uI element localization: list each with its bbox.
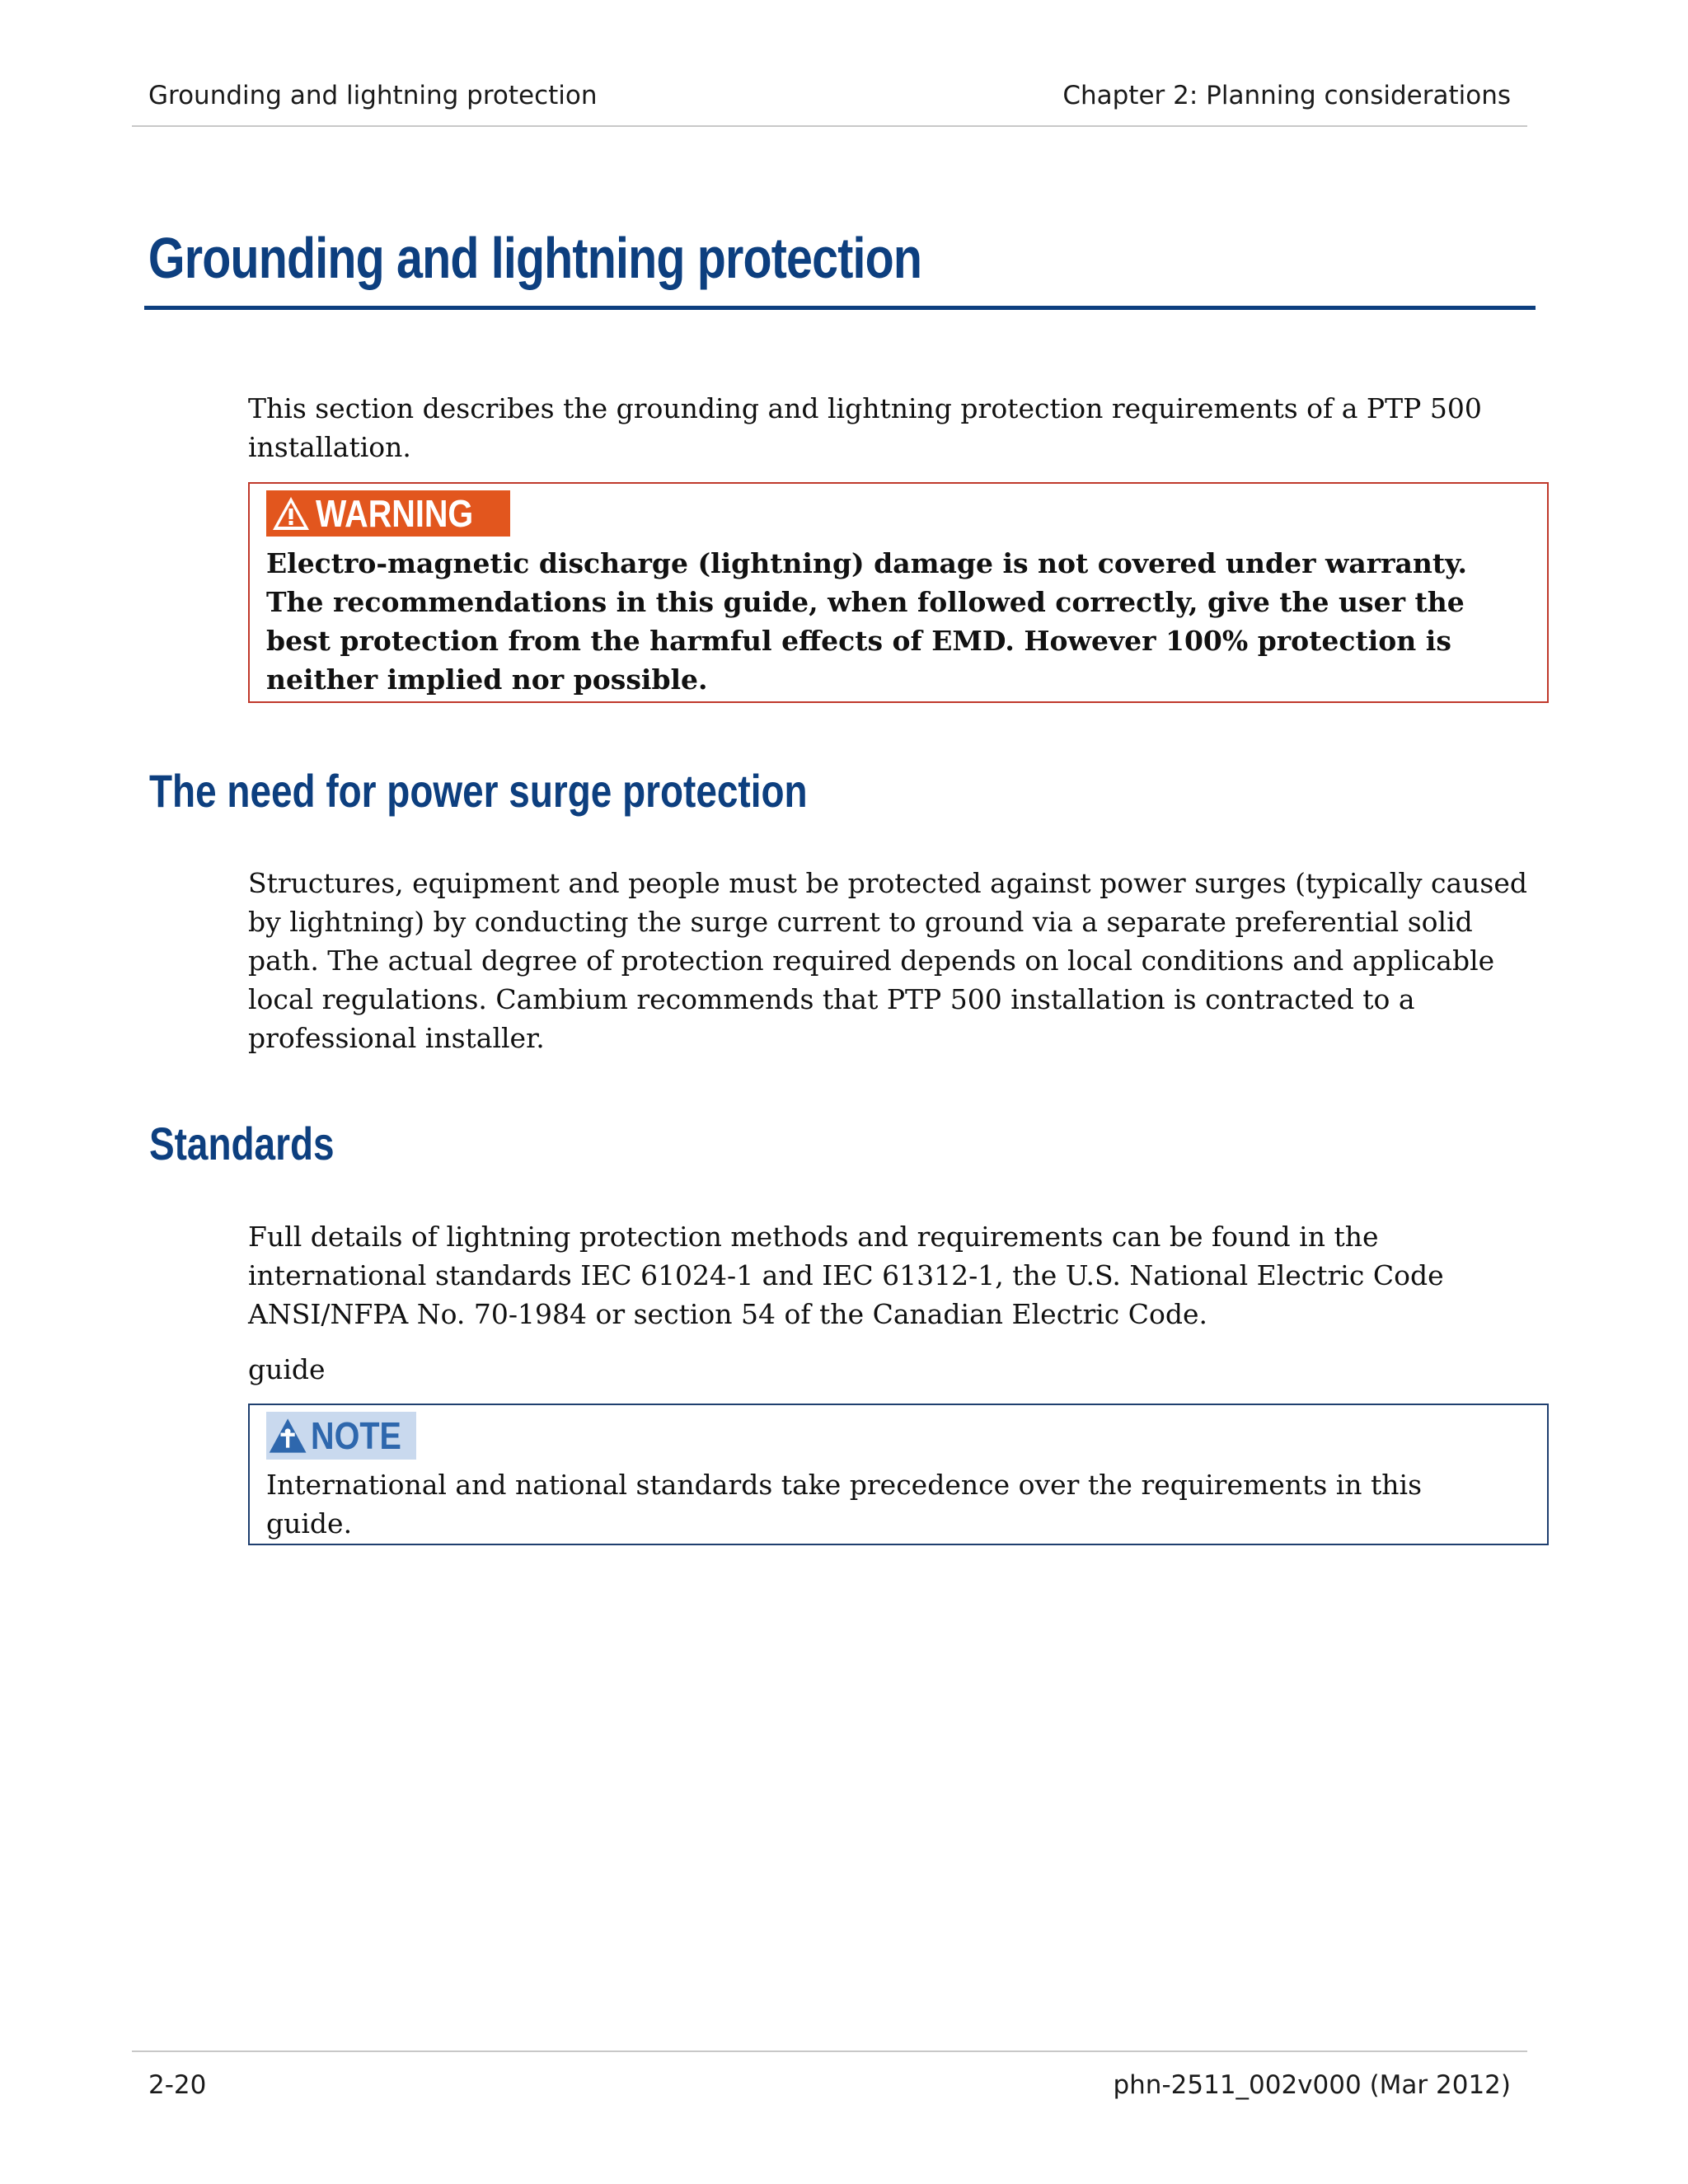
page-title: Grounding and lightning protection	[148, 226, 922, 290]
stray-text: guide	[248, 1353, 326, 1385]
note-pin-icon	[268, 1414, 307, 1457]
warning-label: WARNING	[316, 492, 474, 535]
warning-badge	[266, 490, 510, 537]
note-callout	[248, 1404, 1549, 1545]
warning-triangle-icon	[271, 495, 311, 532]
section-heading-power-surge: The need for power surge protection	[149, 765, 808, 817]
note-badge	[266, 1412, 416, 1460]
document-id: phn-2511_002v000 (Mar 2012)	[1113, 2070, 1511, 2100]
header-chapter-title: Chapter 2: Planning considerations	[1062, 81, 1511, 110]
note-text: International and national standards take precedence over the requirements in this guide.	[266, 1469, 1423, 1540]
standards-paragraph: Full details of lightning protection methods and requirements can be found in the international standards IEC 61024-1 and IEC 61312-1, the U.S. National Electric Code ANSI/NFPA No. 70-1984 or section 54 of the Canadian Electric Code.	[248, 1221, 1444, 1330]
warning-callout	[248, 482, 1549, 703]
intro-paragraph: This section describes the grounding and lightning protection requirements of a PTP 500 installation.	[248, 392, 1482, 463]
running-header	[132, 68, 1527, 127]
running-footer	[132, 2050, 1527, 2110]
power-surge-paragraph: Structures, equipment and people must be protected against power surges (typically caused by lightning) by conducting the surge current to ground via a separate preferential solid path. The actual degree of protection required depends on local conditions and applicable local regulations. Cambium recommends that PTP 500 installation is contracted to a professional installer.	[248, 867, 1527, 1054]
header-section-title: Grounding and lightning protection	[148, 81, 598, 110]
note-label: NOTE	[311, 1414, 402, 1457]
section-heading-standards: Standards	[149, 1118, 335, 1169]
page-number: 2-20	[148, 2070, 207, 2100]
warning-text: Electro-magnetic discharge (lightning) damage is not covered under warranty. The recommendations in this guide, when followed correctly, give the user the best protection from the harmful effects of EMD. However 100% protection is neither implied nor possible.	[266, 547, 1467, 696]
page-title-block	[144, 223, 1536, 310]
